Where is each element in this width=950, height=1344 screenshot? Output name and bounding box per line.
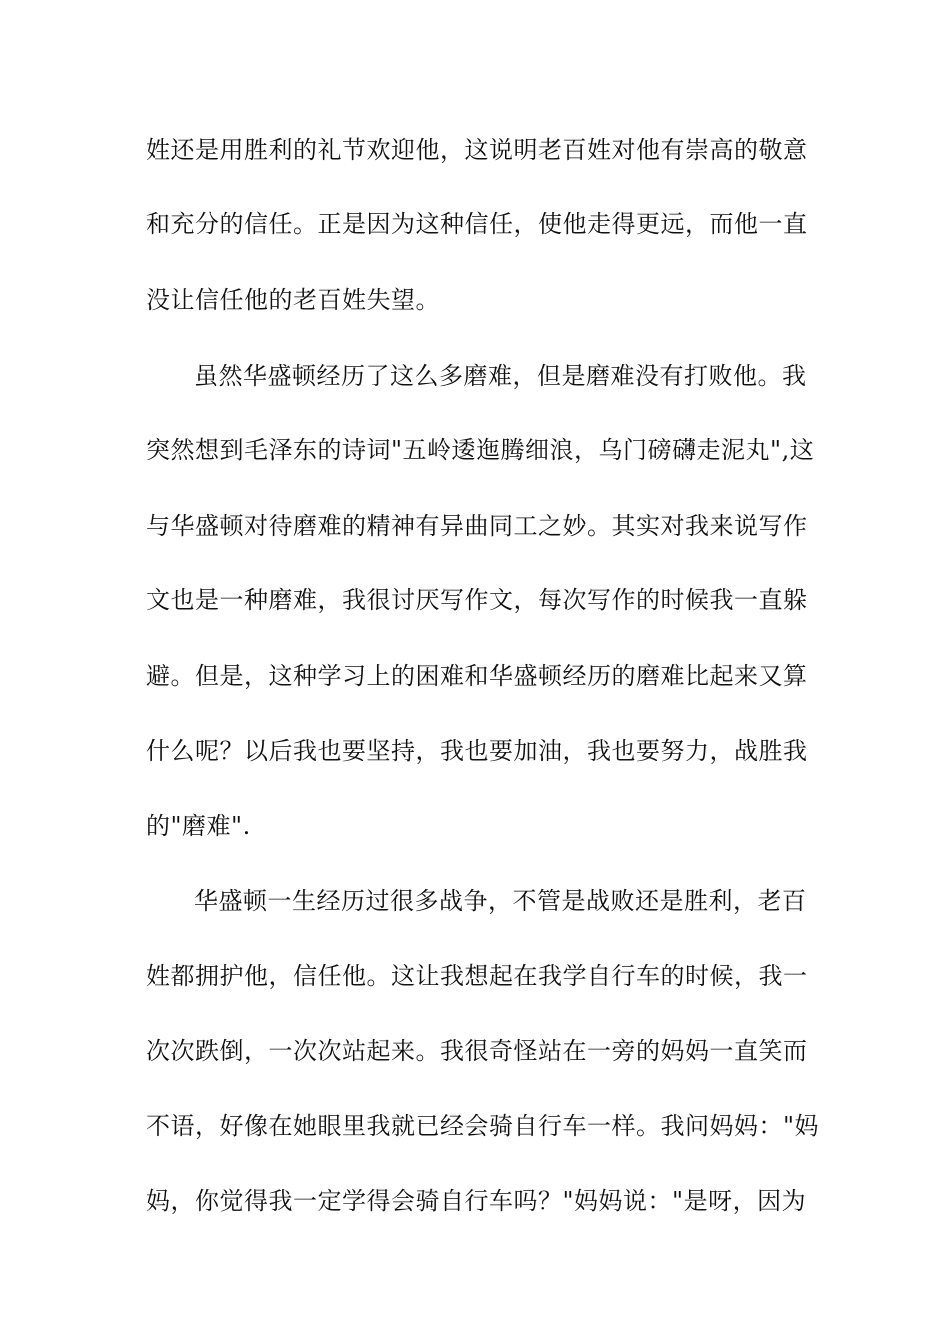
text-line: 避。但是，这种学习上的困难和华盛顿经历的磨难比起来又算 <box>146 662 808 690</box>
text-line: 不语，好像在她眼里我就已经会骑自行车一样。我问妈妈："妈 <box>146 1112 820 1140</box>
text-line: 的"磨难". <box>146 812 251 840</box>
text-line: 与华盛顿对待磨难的精神有异曲同工之妙。其实对我来说写作 <box>146 512 808 540</box>
text-line: 文也是一种磨难，我很讨厌写作文，每次写作的时候我一直躲 <box>146 586 808 614</box>
text-line: 和充分的信任。正是因为这种信任，使他走得更远，而他一直 <box>146 210 808 238</box>
paragraph-first-line: 虽然华盛顿经历了这么多磨难，但是磨难没有打败他。我 <box>194 362 807 390</box>
text-line: 姓还是用胜利的礼节欢迎他，这说明老百姓对他有崇高的敬意 <box>146 136 808 164</box>
text-line: 突然想到毛泽东的诗词"五岭逶迤腾细浪，乌门磅礴走泥丸",这 <box>146 436 815 464</box>
text-line: 没让信任他的老百姓失望。 <box>146 286 440 314</box>
text-line: 次次跌倒，一次次站起来。我很奇怪站在一旁的妈妈一直笑而 <box>146 1037 808 1065</box>
text-line: 什么呢？以后我也要坚持，我也要加油，我也要努力，战胜我 <box>146 737 808 765</box>
paragraph-first-line: 华盛顿一生经历过很多战争，不管是战败还是胜利，老百 <box>194 887 807 915</box>
text-line: 姓都拥护他，信任他。这让我想起在我学自行车的时候，我一 <box>146 962 808 990</box>
text-line: 妈，你觉得我一定学得会骑自行车吗？"妈妈说："是呀，因为 <box>146 1187 807 1215</box>
